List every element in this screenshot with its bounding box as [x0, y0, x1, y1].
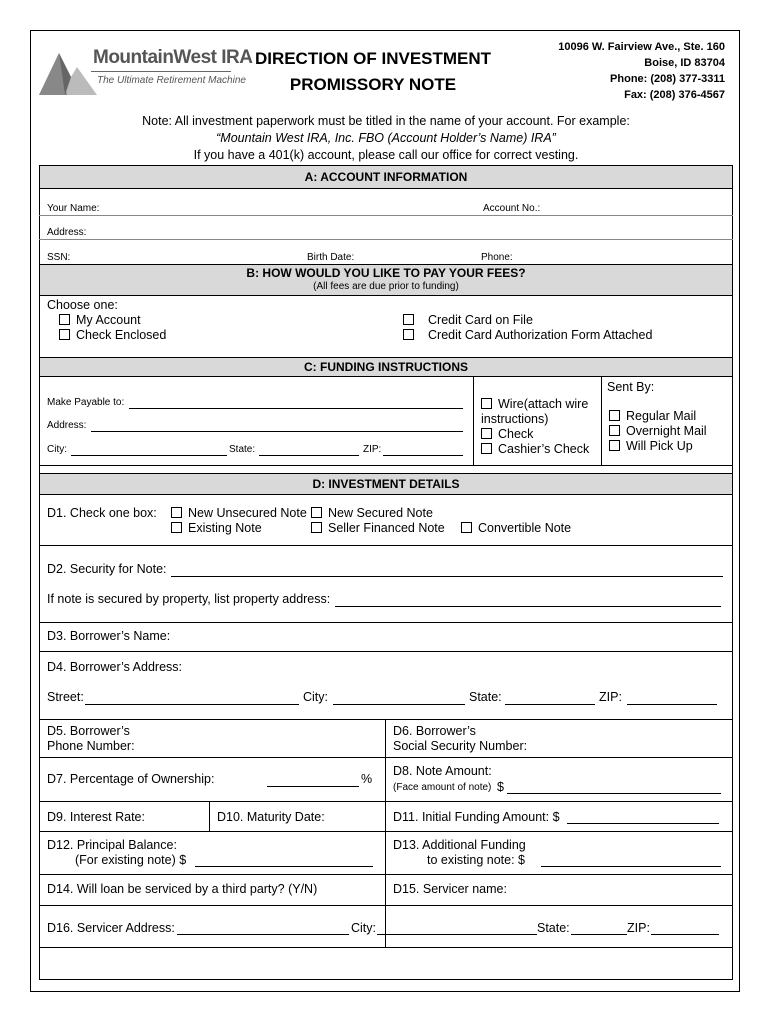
- regular-mail-option[interactable]: [609, 409, 696, 423]
- check-checkbox[interactable]: [481, 428, 492, 439]
- regular-mail-checkbox[interactable]: [609, 410, 620, 421]
- logo-name: MountainWest IRA: [93, 47, 253, 68]
- seller-financed-checkbox[interactable]: [311, 522, 322, 533]
- my-account-checkbox[interactable]: [59, 314, 70, 325]
- logo-tagline: The Ultimate Retirement Machine: [97, 75, 246, 86]
- state-label: State:: [469, 690, 502, 704]
- fee-check-enclosed-option[interactable]: [59, 328, 166, 342]
- note-line3: If you have a 401(k) account, please call our office for correct vesting.: [193, 148, 579, 162]
- check-enclosed-checkbox[interactable]: [59, 329, 70, 340]
- payee-city-label: City:: [47, 444, 67, 455]
- percent-sign: %: [361, 772, 373, 786]
- address-field[interactable]: [39, 239, 733, 240]
- d5-d6-divider: [385, 719, 386, 831]
- section-c-header: C: FUNDING INSTRUCTIONS: [39, 357, 733, 377]
- state-field[interactable]: [505, 704, 595, 705]
- ownership-percent-field[interactable]: [267, 786, 359, 787]
- wire-label-line2: instructions): [481, 412, 549, 426]
- note-line1: Note: All investment paperwork must be titled in the name of your account. For example:: [142, 114, 630, 128]
- form-page: [30, 30, 740, 992]
- cc-on-file-checkbox[interactable]: [403, 314, 414, 325]
- new-unsecured-label: New Unsecured Note: [188, 506, 307, 520]
- new-secured-label: New Secured Note: [328, 506, 433, 520]
- note-amount-field[interactable]: [507, 793, 721, 794]
- section-a-header: A: ACCOUNT INFORMATION: [39, 165, 733, 189]
- d16-bottom-border: [39, 947, 733, 948]
- d2-label: D2. Security for Note:: [47, 562, 167, 576]
- d16-city-label: City:: [351, 921, 376, 935]
- d12-label-line2: (For existing note) $: [75, 853, 187, 867]
- additional-funding-field[interactable]: [541, 866, 721, 867]
- form-title-line1: DIRECTION OF INVESTMENT: [254, 49, 492, 68]
- d6-label-line1: D6. Borrower’s: [393, 724, 476, 738]
- wire-checkbox[interactable]: [481, 398, 492, 409]
- convertible-label: Convertible Note: [478, 521, 572, 535]
- will-pick-up-label: Will Pick Up: [626, 439, 693, 453]
- servicer-zip-field[interactable]: [651, 934, 719, 935]
- d15-label: D15. Servicer name:: [393, 882, 507, 896]
- section-b-header: [39, 264, 733, 296]
- logo-divider: [91, 71, 231, 72]
- d16-label: D16. Servicer Address:: [47, 921, 175, 935]
- payee-state-label: State:: [229, 444, 256, 455]
- existing-note-label: Existing Note: [188, 521, 262, 535]
- d16-state-label: State:: [537, 921, 570, 935]
- payee-city-field[interactable]: [71, 455, 227, 456]
- section-b-subtitle: (All fees are due prior to funding): [313, 281, 459, 292]
- d8-label: D8. Note Amount:: [393, 764, 492, 778]
- section-b-title: B: HOW WOULD YOU LIKE TO PAY YOUR FEES?: [246, 266, 526, 280]
- account-no-label: Account No.:: [483, 203, 541, 214]
- payee-address-field[interactable]: [91, 431, 463, 432]
- new-unsecured-option[interactable]: [171, 506, 307, 520]
- payee-zip-field[interactable]: [383, 455, 463, 456]
- ssn-label: SSN:: [47, 252, 71, 263]
- d9-bottom-border: [39, 831, 733, 832]
- wire-label: Wire(attach wire: [498, 397, 589, 411]
- convertible-option[interactable]: [461, 521, 571, 535]
- convertible-checkbox[interactable]: [461, 522, 472, 533]
- d13-label-line1: D13. Additional Funding: [393, 838, 526, 852]
- mountain-logo-icon: [37, 47, 99, 97]
- wire-option[interactable]: [481, 397, 588, 411]
- my-account-label: My Account: [76, 313, 141, 327]
- security-for-note-field[interactable]: [171, 576, 723, 577]
- street-label: Street:: [47, 690, 84, 704]
- street-field[interactable]: [85, 704, 299, 705]
- cashiers-check-label: Cashier’s Check: [498, 442, 590, 456]
- servicer-city-field[interactable]: [377, 934, 537, 935]
- seller-financed-option[interactable]: [311, 521, 445, 535]
- d12-label-line1: D12. Principal Balance:: [47, 838, 177, 852]
- zip-field[interactable]: [627, 704, 717, 705]
- phone-label: Phone:: [481, 252, 513, 263]
- principal-balance-field[interactable]: [195, 866, 373, 867]
- overnight-mail-label: Overnight Mail: [626, 424, 707, 438]
- d3-label: D3. Borrower’s Name:: [47, 629, 171, 643]
- sent-by-label: Sent By:: [607, 380, 655, 394]
- city-field[interactable]: [333, 704, 465, 705]
- choose-one-label: Choose one:: [47, 298, 118, 312]
- will-pick-up-checkbox[interactable]: [609, 440, 620, 451]
- d4-label: D4. Borrower’s Address:: [47, 660, 183, 674]
- d8-sublabel: (Face amount of note): [393, 782, 492, 793]
- d5-label-line1: D5. Borrower’s: [47, 724, 130, 738]
- d12-bottom-border: [39, 874, 733, 875]
- d1-label: D1. Check one box:: [47, 506, 157, 520]
- d9-label: D9. Interest Rate:: [47, 810, 145, 824]
- your-name-label: Your Name:: [47, 203, 100, 214]
- company-address-line2: Boise, ID 83704: [644, 57, 725, 69]
- form-title-line2: PROMISSORY NOTE: [289, 75, 457, 94]
- company-address-line1: 10096 W. Fairview Ave., Ste. 160: [558, 41, 725, 53]
- check-label: Check: [498, 427, 534, 441]
- new-secured-checkbox[interactable]: [311, 507, 322, 518]
- payee-address-label: Address:: [47, 420, 87, 431]
- d12-d13-divider: [385, 831, 386, 947]
- new-secured-option[interactable]: [311, 506, 433, 520]
- property-address-label: If note is secured by property, list property address:: [47, 592, 331, 606]
- check-enclosed-label: Check Enclosed: [76, 328, 167, 342]
- d5-bottom-border: [39, 757, 733, 758]
- initial-funding-field[interactable]: [567, 823, 719, 824]
- servicer-state-field[interactable]: [571, 934, 627, 935]
- d11-label: D11. Initial Funding Amount: $: [393, 810, 560, 824]
- will-pick-up-option[interactable]: [609, 439, 693, 453]
- new-unsecured-checkbox[interactable]: [171, 507, 182, 518]
- fee-my-account-option[interactable]: [59, 313, 141, 327]
- cc-form-label: Credit Card Authorization Form Attached: [428, 328, 653, 342]
- payee-zip-label: ZIP:: [363, 444, 382, 455]
- city-label: City:: [303, 690, 328, 704]
- servicer-address-field[interactable]: [177, 934, 349, 935]
- overnight-mail-option[interactable]: [609, 424, 707, 438]
- d4-bottom-border: [39, 719, 733, 720]
- payee-state-field[interactable]: [259, 455, 359, 456]
- section-d-header: D: INVESTMENT DETAILS: [39, 473, 733, 495]
- cc-on-file-label: Credit Card on File: [428, 313, 533, 327]
- birth-date-label: Birth Date:: [307, 252, 355, 263]
- property-address-field[interactable]: [335, 606, 721, 607]
- check-option[interactable]: [481, 427, 533, 441]
- your-name-field[interactable]: [39, 215, 733, 216]
- seller-financed-label: Seller Financed Note: [328, 521, 445, 535]
- d3-bottom-border: [39, 651, 733, 652]
- d9-d10-divider: [209, 801, 210, 831]
- existing-note-option[interactable]: [171, 521, 262, 535]
- cashiers-check-checkbox[interactable]: [481, 443, 492, 454]
- section-c-bottom-border: [39, 465, 733, 466]
- d6-label-line2: Social Security Number:: [393, 739, 528, 753]
- fee-cc-form-option[interactable]: [403, 328, 652, 342]
- d13-label-line2: to existing note: $: [427, 853, 525, 867]
- funding-divider-2: [601, 377, 602, 465]
- company-fax: Fax: (208) 376-4567: [624, 89, 725, 101]
- funding-divider-1: [473, 377, 474, 465]
- existing-note-checkbox[interactable]: [171, 522, 182, 533]
- d14-label: D14. Will loan be serviced by a third party? (Y/N): [47, 882, 318, 896]
- d7-bottom-border: [39, 801, 733, 802]
- make-payable-field[interactable]: [129, 408, 463, 409]
- d7-label: D7. Percentage of Ownership:: [47, 772, 215, 786]
- cc-form-checkbox[interactable]: [403, 329, 414, 340]
- d10-label: D10. Maturity Date:: [217, 810, 325, 824]
- make-payable-label: Make Payable to:: [47, 397, 125, 408]
- address-label: Address:: [47, 227, 87, 238]
- d14-bottom-border: [39, 905, 733, 906]
- company-phone: Phone: (208) 377-3311: [610, 73, 725, 85]
- d8-dollar-sign: $: [497, 780, 504, 794]
- zip-label: ZIP:: [599, 690, 622, 704]
- overnight-mail-checkbox[interactable]: [609, 425, 620, 436]
- note-line2: “Mountain West IRA, Inc. FBO (Account Holder’s Name) IRA”: [216, 131, 556, 145]
- d2-bottom-border: [39, 622, 733, 623]
- cashiers-check-option[interactable]: [481, 442, 589, 456]
- d5-label-line2: Phone Number:: [47, 739, 135, 753]
- d1-bottom-border: [39, 545, 733, 546]
- d16-zip-label: ZIP:: [627, 921, 650, 935]
- regular-mail-label: Regular Mail: [626, 409, 697, 423]
- fee-cc-on-file-option[interactable]: [403, 313, 533, 327]
